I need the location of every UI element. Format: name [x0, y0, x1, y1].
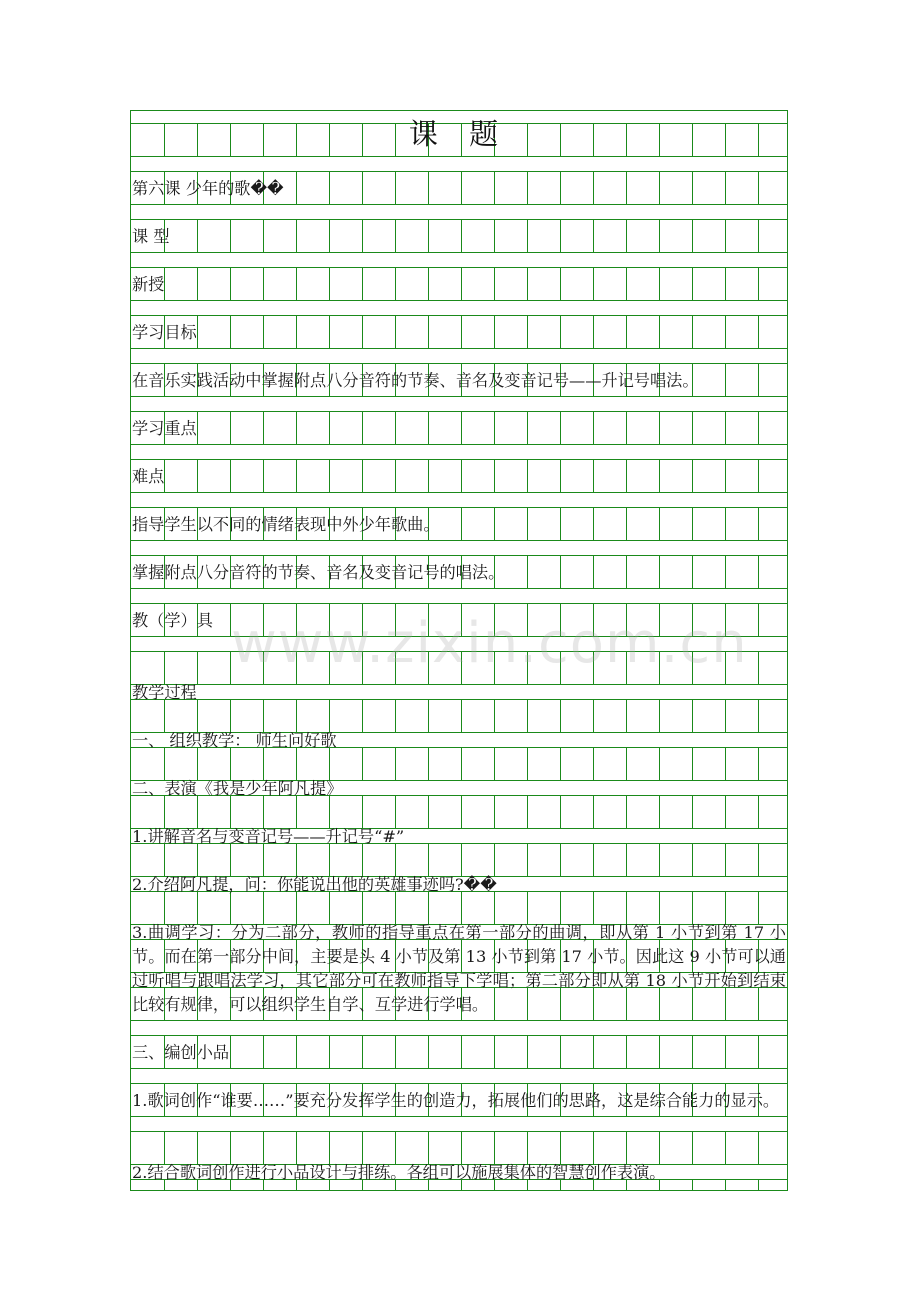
key-points-text: 指导学生以不同的情绪表现中外少年歌曲。	[132, 515, 440, 534]
lesson-type-value: 新授	[132, 275, 165, 294]
page-title: 课 题	[408, 117, 510, 151]
step-three-item-1: 1.歌词创作“谁要……”要充分发挥学生的创造力，拓展他们的思路，这是综合能力的显示。	[132, 1091, 780, 1110]
step-two-item-1: 1.讲解音名与变音记号——升记号“#”	[132, 827, 405, 846]
objectives-text: 在音乐实践活动中掌握附点八分音符的节奏、音名及变音记号——升记号唱法。	[132, 371, 699, 390]
step-two-item-3: 3.曲调学习：分为二部分，教师的指导重点在第一部分的曲调，即从第 1 小节到第 17 小节。而在第一部分中间，主要是头 4 小节及第 13 小节到第 17 小节。因此这 9 小节可以通过听唱与跟唱法学习，其它部分可在教师指导下学唱；第二部分即从第 18 小节开始到结束比较有规律，可以组织学生自学、互学进行学唱。	[132, 923, 786, 1014]
lesson-title: 第六课 少年的歌��	[132, 179, 284, 198]
step-two-item-2: 2.介绍阿凡提，问：你能说出他的英雄事迹吗?��	[132, 875, 497, 894]
grid-paper	[130, 110, 788, 1191]
difficulties-label: 难点	[132, 467, 165, 486]
lesson-type-label: 课 型	[132, 227, 170, 246]
process-label: 教学过程	[132, 683, 197, 702]
teaching-aids-label: 教（学）具	[132, 611, 213, 630]
grid-lines	[131, 111, 788, 1191]
step-two: 二、表演《我是少年阿凡提》	[132, 779, 343, 798]
difficulties-text: 掌握附点八分音符的节奏、音名及变音记号的唱法。	[132, 563, 505, 582]
key-points-label: 学习重点	[132, 419, 197, 438]
step-one: 一、 组织教学： 师生问好歌	[132, 731, 337, 750]
step-three: 三、编创小品	[132, 1043, 230, 1062]
step-three-item-2: 2.结合歌词创作进行小品设计与排练。各组可以施展集体的智慧创作表演。	[132, 1163, 666, 1182]
objectives-label: 学习目标	[132, 323, 197, 342]
watermark: www.zixin.com.cn	[231, 611, 748, 676]
